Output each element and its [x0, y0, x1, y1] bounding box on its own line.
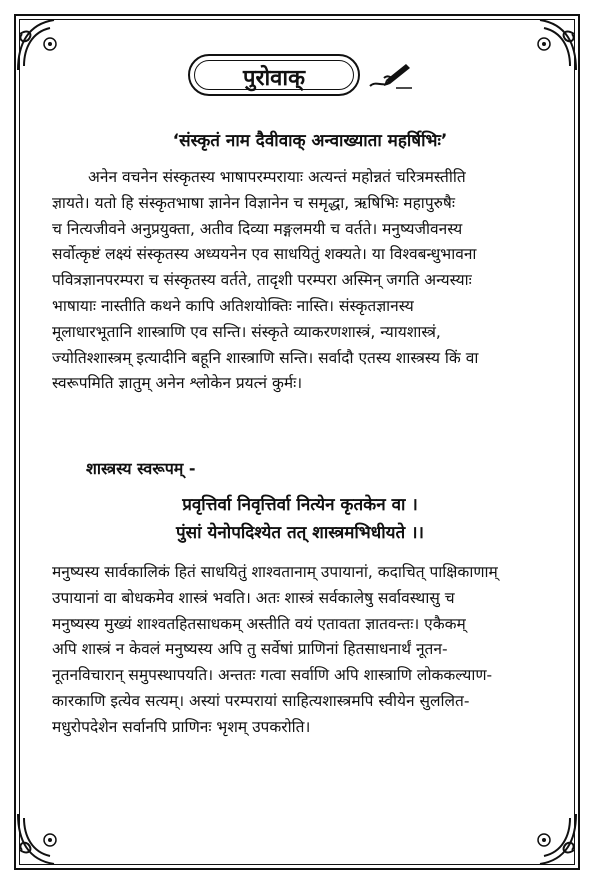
paragraph-line: च नित्यजीवने अनुप्रयुक्ता, अतीव दिव्या मङ्गलमयी च वर्तते। मनुष्यजीवनस्य: [52, 219, 463, 238]
paragraph-line: सर्वोत्कृष्टं लक्ष्यं संस्कृतस्य अध्ययनेन एव साधयितुं शक्यते। या विश्वबन्धुभावना: [52, 245, 477, 264]
corner-ornament-icon: [520, 810, 580, 870]
paragraph-line: अपि शास्त्रं न केवलं मनुष्यस्य अपि तु सर्वेषां प्राणिनां हितसाधनार्थं नूतन-: [52, 640, 448, 659]
intro-paragraph: [52, 165, 554, 397]
heading-box: [188, 54, 360, 96]
pen-icon: [366, 58, 414, 92]
verse-line: प्रवृत्तिर्वा निवृत्तिर्वा नित्येन कृतकेन वा ।: [182, 495, 418, 515]
paragraph-line: ज्ञायते। यतो हि संस्कृतभाषा ज्ञानेन विज्ञानेन च समृद्धा, ऋषिभिः महापुरुषैः: [52, 193, 455, 212]
paragraph-line: कारकाणि इत्येव सत्यम्। अस्यां परम्परायां साहित्यशास्त्रमपि स्वीयेन सुललित-: [52, 691, 470, 710]
section-heading: शास्त्रस्य स्वरूपम् -: [86, 459, 196, 478]
body-paragraph: [52, 560, 554, 741]
corner-ornament-icon: [14, 14, 74, 74]
paragraph-line: मनुष्यस्य मुख्यं शाश्वतहितसाधकम् अस्तीति वयं एतावता ज्ञातवन्तः। एकैकम्: [52, 614, 466, 633]
paragraph-line: मूलाधारभूतानि शास्त्राणि एव सन्ति। संस्कृते व्याकरणशास्त्रं, न्यायशास्त्रं,: [52, 322, 441, 341]
quote-subtitle: ‘संस्कृतं नाम दैवीवाक् अन्वाख्याता महर्षिभिः’: [172, 131, 448, 151]
verse-line: पुंसां येनोपदिश्येत तत् शास्त्रमभिधीयते ।।: [176, 523, 424, 543]
paragraph-line: अनेन वचनेन संस्कृतस्य भाषापरम्परायाः अत्यन्तं महोन्नतं चरित्रमस्तीति: [88, 168, 466, 186]
paragraph-line: मनुष्यस्य सार्वकालिकं हितं साधयितुं शाश्वतानाम् उपायानां, कदाचित् पाक्षिकाणाम्: [52, 563, 498, 581]
paragraph-line: ज्योतिश्शास्त्रम् इत्यादीनि बहूनि शास्त्राणि सन्ति। सर्वादौ एतस्य शास्त्रस्य किं वा: [52, 348, 479, 367]
page-title: पुरोवाक्: [242, 66, 306, 91]
paragraph-line: पवित्रज्ञानपरम्परा च संस्कृतस्य वर्तते, तादृशी परम्परा अस्मिन् जगति अन्यस्याः: [52, 271, 472, 290]
paragraph-line: नूतनविचारान् समुपस्थापयति। अन्ततः गत्वा सर्वाणि अपि शास्त्राणि लोककल्याण-: [52, 666, 493, 685]
paragraph-line: भाषायाः नास्तीति कथने कापि अतिशयोक्तिः नास्ति। संस्कृतज्ञानस्य: [52, 296, 414, 315]
paragraph-line: मधुरोपदेशेन सर्वानपि प्राणिनः भृशम् उपकरोति।: [52, 717, 311, 736]
corner-ornament-icon: [14, 810, 74, 870]
paragraph-line: उपायानां वा बोधकमेव शास्त्रं भवति। अतः शास्त्रं सर्वकालेषु सर्वावस्थासु च: [52, 588, 455, 607]
paragraph-line: स्वरूपमिति ज्ञातुम् अनेन श्लोकेन प्रयत्नं कुर्मः।: [52, 374, 303, 393]
corner-ornament-icon: [520, 14, 580, 74]
